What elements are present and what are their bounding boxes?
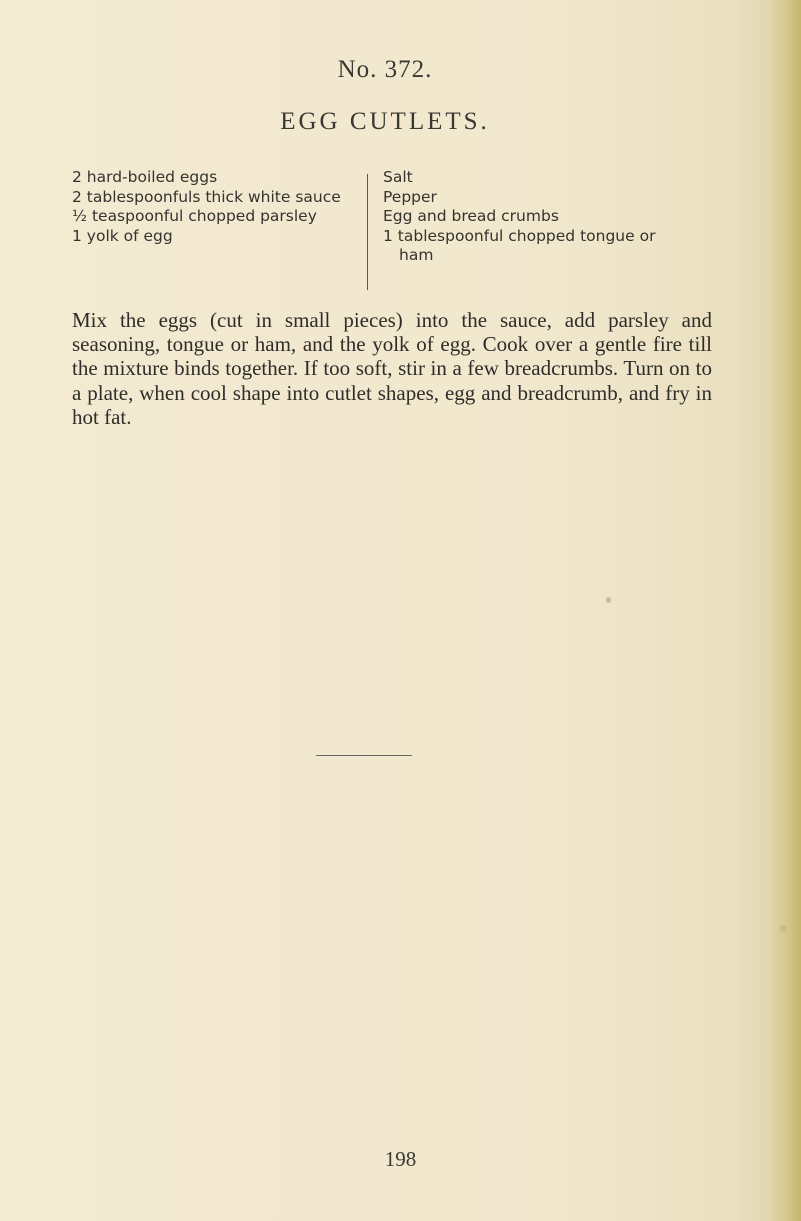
recipe-number: No. 372. bbox=[337, 56, 433, 83]
ingredient-item: 1 tablespoonful chopped tongue or ham bbox=[383, 226, 656, 264]
ingredient-item: 2 hard-boiled eggs bbox=[72, 168, 218, 186]
paper-speck bbox=[780, 925, 787, 932]
section-rule bbox=[316, 755, 412, 756]
ingredients-right-column bbox=[383, 168, 683, 266]
paper-speck bbox=[606, 597, 611, 603]
recipe-method: Mix the eggs (cut in small pieces) into the sauce, add parsley and seasoning, tongue or ham, and the yolk of egg. Cook over a gentle fire till the mixture binds together. If too soft, stir in a few breadcrumbs. Turn on to a plate, when cool shape into cutlet shapes, egg and breadcrumb, and fry in hot fat. bbox=[72, 308, 712, 429]
recipe-title: EGG CUTLETS. bbox=[280, 108, 490, 135]
ingredient-item: 1 yolk of egg bbox=[72, 226, 173, 245]
ingredient-item: 2 tablespoonfuls thick white sauce bbox=[72, 187, 341, 206]
ingredient-item: ½ teaspoonful chopped parsley bbox=[72, 207, 317, 225]
ingredient-item: Pepper bbox=[383, 187, 437, 206]
ingredients-left-column bbox=[72, 168, 352, 246]
ingredient-item: Egg and bread crumbs bbox=[383, 207, 559, 225]
page-edge-stain bbox=[767, 0, 801, 1221]
ingredient-item: Salt bbox=[383, 168, 413, 186]
column-divider bbox=[367, 174, 368, 290]
page-number: 198 bbox=[384, 1147, 417, 1171]
